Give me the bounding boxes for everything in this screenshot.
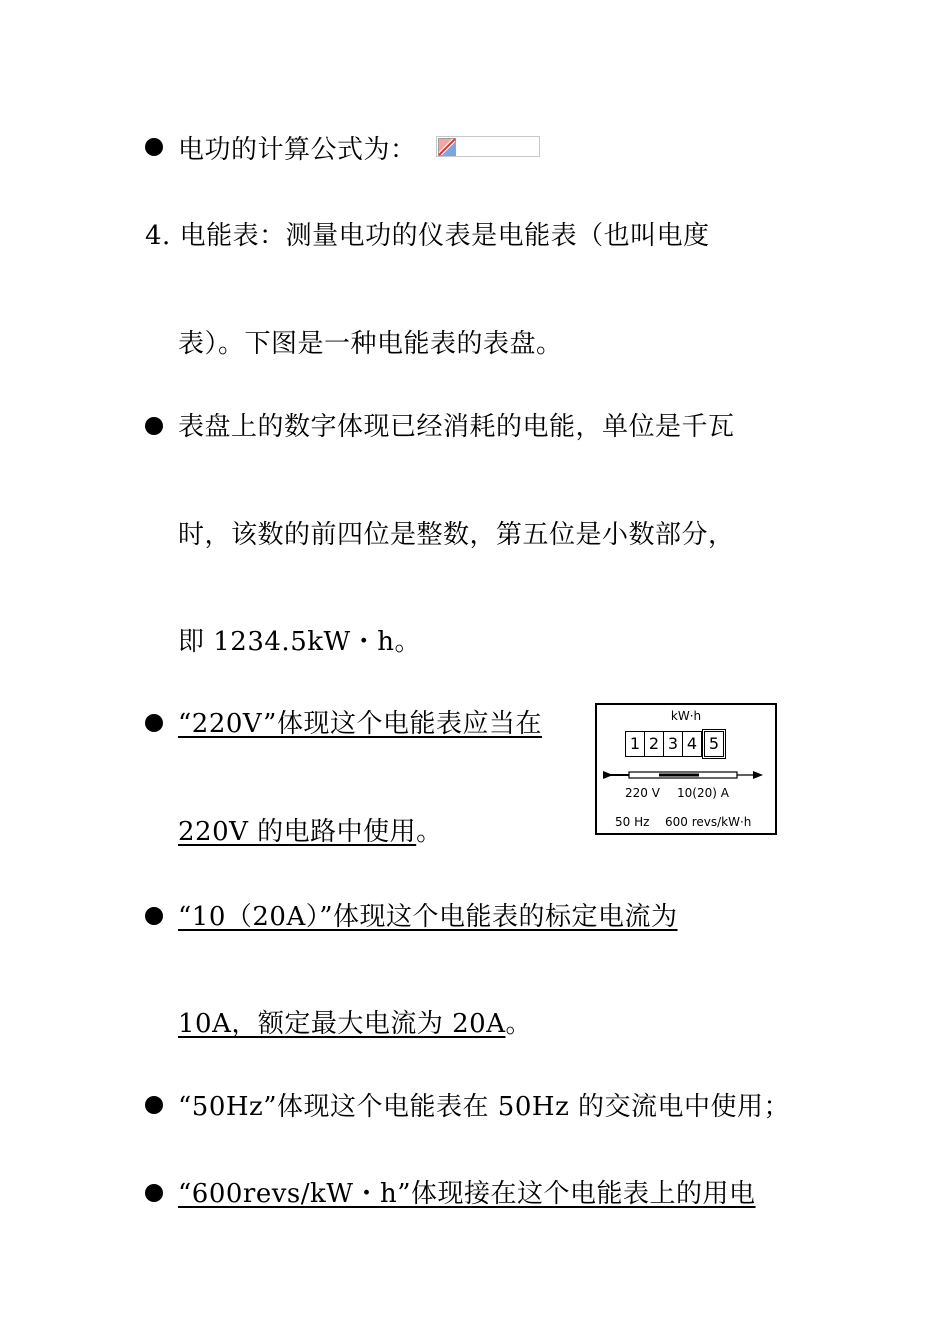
meter-digit: 1 xyxy=(625,731,645,757)
bullet xyxy=(145,714,163,732)
text-line xyxy=(178,816,443,848)
meter-digits xyxy=(626,731,724,757)
bullet xyxy=(145,417,163,435)
text-line: 表盘上的数字体现已经消耗的电能，单位是千瓦 xyxy=(178,412,735,442)
formula-image xyxy=(436,136,540,157)
meter-voltage: 220 V xyxy=(625,786,660,800)
meter-unit-label: kW·h xyxy=(670,709,702,723)
text-line: 即 1234.5kW・h。 xyxy=(178,627,421,657)
text-line: “50Hz”体现这个电能表在 50Hz 的交流电中使用； xyxy=(178,1092,791,1122)
meter-digit: 4 xyxy=(682,731,702,757)
formula-line: 电功的计算公式为： xyxy=(178,135,417,165)
meter-frequency: 50 Hz xyxy=(615,815,650,829)
rotating-disc-arrow-icon xyxy=(603,769,769,781)
meter-digit: 2 xyxy=(644,731,664,757)
punctuation: 。 xyxy=(416,817,443,847)
meter-dial-figure xyxy=(595,703,777,835)
meter-digit-decimal: 5 xyxy=(704,731,724,757)
text-line: “600revs/kW・h”体现接在这个电能表上的用电 xyxy=(178,1179,756,1209)
text-line xyxy=(178,1008,532,1040)
punctuation: 。 xyxy=(505,1009,533,1039)
bullet xyxy=(145,907,163,925)
bullet xyxy=(145,1096,163,1114)
meter-revs: 600 revs/kW·h xyxy=(665,815,752,829)
meter-current: 10(20) A xyxy=(677,786,729,800)
bullet xyxy=(145,1184,163,1202)
broken-image-icon xyxy=(438,138,456,156)
bullet xyxy=(145,138,163,156)
meter-heading: 4. 电能表：测量电功的仪表是电能表（也叫电度 xyxy=(145,221,710,251)
text-line: 表）。下图是一种电能表的表盘。 xyxy=(178,329,563,359)
meter-digit: 3 xyxy=(663,731,683,757)
text-line: “220V”体现这个电能表应当在 xyxy=(178,709,542,739)
text-line: “10（20A）”体现这个电能表的标定电流为 xyxy=(178,902,678,932)
underlined-text: 10A，额定最大电流为 20A xyxy=(178,1009,506,1039)
text-line: 时，该数的前四位是整数，第五位是小数部分， xyxy=(178,520,735,550)
underlined-text: 220V 的电路中使用 xyxy=(178,817,417,847)
